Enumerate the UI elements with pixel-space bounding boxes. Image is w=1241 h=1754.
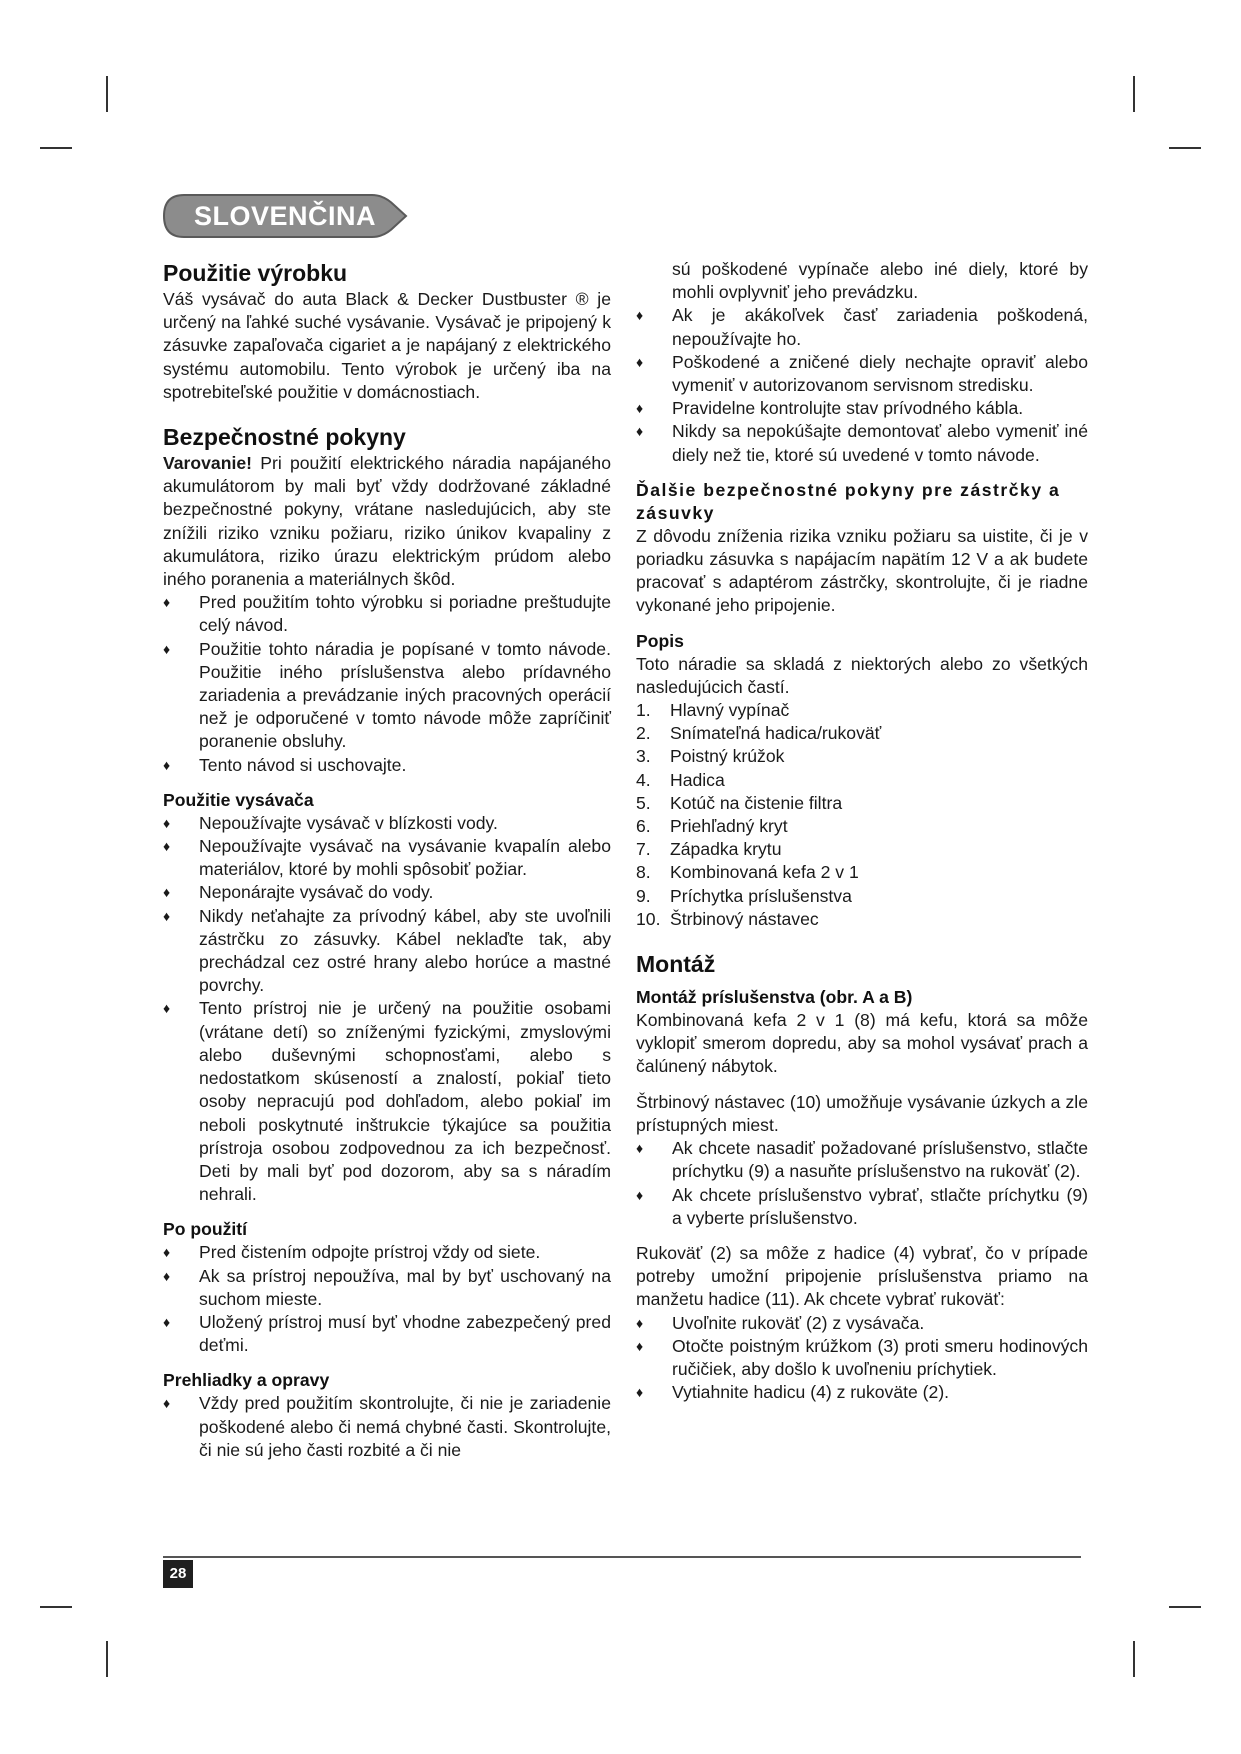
list-item: ♦ Pred čistením odpojte prístroj vždy od siete.: [163, 1241, 611, 1264]
left-column: [163, 258, 611, 1462]
vacuum-use-list: [163, 812, 611, 1206]
after-use-list: [163, 1241, 611, 1357]
assembly-list-2: [636, 1312, 1088, 1405]
list-item: ♦ Tento návod si uschovajte.: [163, 754, 611, 777]
list-item: ♦ Ak chcete príslušenstvo vybrať, stlačte príchytku (9) a vyberte príslušenstvo.: [636, 1184, 1088, 1230]
part-item: 7. Západka krytu: [636, 839, 782, 860]
list-item: ♦ Pravidelne kontrolujte stav prívodného kábla.: [636, 397, 1088, 420]
part-item: 10. Štrbinový nástavec: [636, 908, 819, 929]
crop-mark: [106, 76, 108, 112]
part-item: 8. Kombinovaná kefa 2 v 1: [636, 862, 859, 883]
crop-mark: [1133, 76, 1135, 112]
language-label: SLOVENČINA: [193, 201, 377, 231]
part-item: 4. Hadica: [636, 769, 725, 790]
language-tab: [162, 193, 408, 239]
usage-text: Váš vysávač do auta Black & Decker Dustbuster ® je určený na ľahké suché vysávanie. Vysávač je pripojený k zásuvke zapaľovača cigariet a je napájaný z elektrického systému automobilu. Tento výrobok je určený iba na spotrebiteľské použitie v domácnostiach.: [163, 289, 611, 402]
list-item: ♦ Poškodené a zničené diely nechajte opraviť alebo vymeniť v autorizovanom servisnom stredisku.: [636, 351, 1088, 397]
assembly-text-1: Kombinovaná kefa 2 v 1 (8) má kefu, ktorá sa môže vyklopiť smerom dopredu, aby sa mohol vysávať prach a čalúnený nábytok.: [636, 1010, 1088, 1077]
list-item: ♦ Nikdy sa nepokúšajte demontovať alebo vymeniť iné diely než tie, ktoré sú uvedené v tomto návode.: [636, 420, 1088, 466]
safety-intro: [163, 452, 611, 591]
part-item: 5. Kotúč na čistenie filtra: [636, 792, 843, 813]
safety-text: Pri použití elektrického náradia napájaného akumulátorom by mali byť vždy dodržované základné bezpečnostné pokyny, vrátane nasledujúcich, aby ste znížili riziko vzniku požiaru, riziko únikov kvapaliny z akumulátora, riziko úrazu elektrickým prúdom alebo iného poranenia a materiálnych škôd.: [163, 453, 612, 590]
crop-mark: [40, 147, 72, 149]
section-title-usage: Použitie výrobku: [163, 260, 348, 286]
list-item: ♦ Vždy pred použitím skontrolujte, či nie je zariadenie poškodené alebo či nemá chybné časti. Skontrolujte, či nie sú jeho časti rozbité a či nie: [163, 1392, 611, 1462]
parts-list: [636, 699, 1088, 931]
assembly-text-3: Rukoväť (2) sa môže z hadice (4) vybrať, čo v prípade potreby umožní pripojenie príslušenstva priamo na manžetu hadice (11). Ak chcete vybrať rukoväť:: [636, 1242, 1088, 1310]
part-item: 9. Príchytka príslušenstva: [636, 885, 852, 906]
list-item: ♦ Neponárajte vysávač do vody.: [163, 881, 611, 904]
inspection-list-continued: [636, 258, 1088, 467]
section-title-safety: Bezpečnostné pokyny: [163, 424, 406, 451]
section-title-vacuum-use: Použitie vysávača: [163, 789, 314, 810]
assembly-list-1: [636, 1137, 1088, 1230]
list-item: ♦ Ak sa prístroj nepoužíva, mal by byť uschovaný na suchom mieste.: [163, 1265, 611, 1311]
part-item: 3. Poistný krúžok: [636, 746, 785, 767]
list-item: ♦ Tento prístroj nie je určený na použitie osobami (vrátane detí) so zníženými fyzickými, zmyslovými alebo duševnými schopnosťami, alebo s nedostatkom skúseností a znalostí, pokiaľ tieto osoby nepracujú pod dohľadom, alebo pokiaľ im neboli poskytnuté inštrukcie týkajúce sa použitia prístroja osobou zodpovednou za ich bezpečnosť. Deti by mali byť pod dozorom, aby sa s náradím nehrali.: [163, 997, 611, 1206]
safety-list: [163, 591, 611, 777]
list-item: ♦ Ak je akákoľvek časť zariadenia poškodená, nepoužívajte ho.: [636, 304, 1088, 350]
continuation-text: sú poškodené vypínače alebo iné diely, ktoré by mohli ovplyvniť jeho prevádzku.: [672, 259, 1088, 303]
section-title-plug-safety: Ďalšie bezpečnostné pokyny pre zástrčky a zásuvky: [636, 479, 1061, 523]
crop-mark: [106, 1641, 108, 1677]
list-item: ♦ Nepoužívajte vysávač v blízkosti vody.: [163, 812, 611, 835]
section-title-description: Popis: [636, 630, 684, 651]
list-item-continuation: [636, 258, 1088, 304]
footer-rule: [163, 1556, 1081, 1558]
list-item: ♦ Vytiahnite hadicu (4) z rukoväte (2).: [636, 1381, 1088, 1404]
section-subtitle-accessories: Montáž príslušenstva (obr. A a B): [636, 987, 913, 1008]
plug-safety-text: Z dôvodu zníženia rizika vzniku požiaru sa uistite, či je v poriadku zásuvka s napájacím napätím 12 V a ak budete pracovať s adaptérom zástrčky, skontrolujte, či je riadne vykonané jeho pripojenie.: [636, 525, 1088, 616]
list-item: ♦ Nepoužívajte vysávač na vysávanie kvapalín alebo materiálov, ktoré by mohli spôsobiť požiar.: [163, 835, 611, 881]
list-item: ♦ Pred použitím tohto výrobku si poriadne preštudujte celý návod.: [163, 591, 611, 637]
crop-mark: [1169, 1606, 1201, 1608]
inspection-list: [163, 1392, 611, 1462]
section-title-assembly: Montáž: [636, 951, 716, 978]
list-item: ♦ Uložený prístroj musí byť vhodne zabezpečený pred deťmi.: [163, 1311, 611, 1357]
part-item: 1. Hlavný vypínač: [636, 700, 790, 721]
list-item: ♦ Použitie tohto náradia je popísané v tomto návode. Použitie iného príslušenstva alebo prídavného zariadenia a prevádzanie iných pracovných operácií než je odporučené v tomto návode môže zapríčiniť poranenie obsluhy.: [163, 638, 611, 754]
list-item: ♦ Otočte poistným krúžkom (3) proti smeru hodinových ručičiek, aby došlo k uvoľneniu príchytiek.: [636, 1335, 1088, 1381]
part-item: 2. Snímateľná hadica/rukoväť: [636, 723, 882, 744]
crop-mark: [40, 1606, 72, 1608]
section-title-after-use: Po použití: [163, 1219, 248, 1240]
right-column: [636, 258, 1088, 1404]
assembly-text-2: Štrbinový nástavec (10) umožňuje vysávanie úzkych a zle prístupných miest.: [636, 1091, 1088, 1135]
list-item: ♦ Ak chcete nasadiť požadované príslušenstvo, stlačte príchytku (9) a nasuňte príslušenstvo na rukoväť (2).: [636, 1137, 1088, 1183]
page-number: 28: [163, 1560, 193, 1588]
list-item: ♦ Nikdy neťahajte za prívodný kábel, aby ste uvoľnili zástrčku zo zásuvky. Kábel neklaďte tak, aby prechádzal cez ostré hrany alebo horúce a mastné povrchy.: [163, 905, 611, 998]
list-item: ♦ Uvoľnite rukoväť (2) z vysávača.: [636, 1312, 1088, 1335]
section-title-inspection: Prehliadky a opravy: [163, 1370, 330, 1391]
description-text: Toto náradie sa skladá z niektorých alebo zo všetkých nasledujúcich častí.: [636, 653, 1088, 697]
crop-mark: [1133, 1641, 1135, 1677]
crop-mark: [1169, 147, 1201, 149]
part-item: 6. Priehľadný kryt: [636, 816, 788, 837]
warning-label: Varovanie!: [163, 453, 252, 474]
